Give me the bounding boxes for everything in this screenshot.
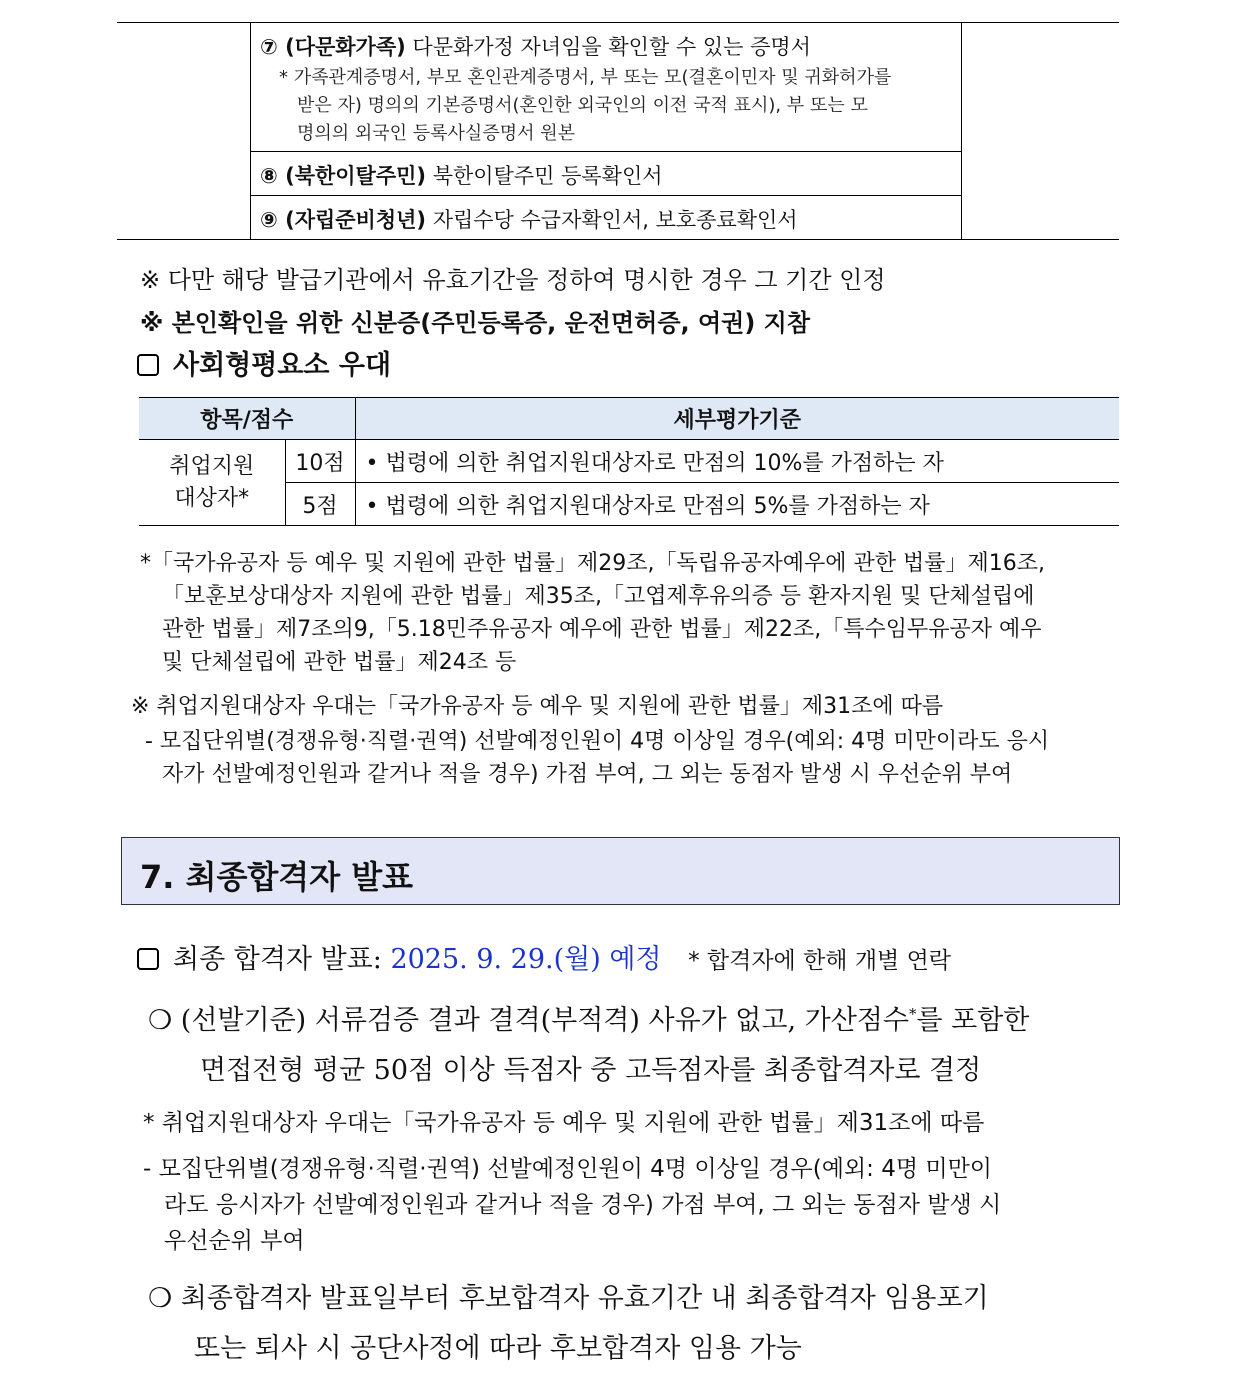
row-note: * 가족관계증명서, 부모 혼인관계증명서, 부 또는 모(결혼이민자 및 귀화허가를: [279, 67, 892, 88]
row-label: ⑦ (다문화가족): [260, 35, 406, 59]
reserve-line-2: 또는 퇴사 시 공단사정에 따라 후보합격자 임용 가능: [194, 1333, 802, 1364]
footnote-line: 및 단체설립에 관한 법률」제24조 등: [162, 650, 517, 675]
dash-note: - 모집단위별(경쟁유형·직렬·권역) 선발예정인원이 4명 이상일 경우(예외: 4명 미만이: [143, 1156, 993, 1182]
reserve-line: ❍ 최종합격자 발표일부터 후보합격자 유효기간 내 최종합격자 임용포기: [148, 1283, 989, 1314]
row-label: ⑧ (북한이탈주민): [260, 164, 427, 188]
row-north-defector: [260, 160, 663, 190]
row-text: 북한이탈주민 등록확인서: [432, 164, 663, 188]
row-text: 다문화가정 자녀임을 확인할 수 있는 증명서: [412, 35, 811, 59]
dash-note: 우선순위 부여: [164, 1228, 305, 1254]
row-text: 자립수당 수급자확인서, 보호종료확인서: [432, 208, 798, 232]
row-multicultural: [260, 31, 811, 61]
heading-text: 사회형평요소 우대: [173, 350, 392, 381]
item-label: [139, 440, 285, 526]
table-row-divider: [250, 195, 961, 196]
item-label-line: 취업지원: [169, 453, 255, 479]
criteria-text: 를 포함한: [916, 1005, 1030, 1036]
announce-label: 최종 합격자 발표:: [173, 944, 382, 975]
score-cell: 10점: [285, 440, 355, 483]
selection-criteria-line: [148, 998, 1029, 1037]
table-row-divider: [250, 151, 961, 152]
announcement-line: [137, 937, 951, 976]
col-item-header: 항목/점수: [139, 398, 355, 440]
col-criteria-header: 세부평가기준: [355, 398, 1119, 440]
eligibility-doc-table: [117, 22, 1119, 240]
section-heading: [121, 837, 1120, 905]
row-note: 명의의 외국인 등록사실증명서 원본: [297, 123, 575, 144]
footnote-line: 「보훈보상대상자 지원에 관한 법률」제35조,「고엽제후유의증 등 환자지원 및 단체설립에: [162, 584, 1035, 609]
row-youth-independence: [260, 204, 798, 234]
star-note: * 취업지원대상자 우대는「국가유공자 등 예우 및 지원에 관한 법률」제31조에 따름: [143, 1110, 985, 1136]
social-equity-table: [139, 397, 1119, 526]
criteria-cell: • 법령에 의한 취업지원대상자로 만점의 5%를 가점하는 자: [355, 483, 1119, 526]
item-label-line: 대상자*: [174, 485, 250, 511]
social-equity-heading: [137, 343, 391, 382]
footnote-line: *「국가유공자 등 예우 및 지원에 관한 법률」제29조,「독립유공자예우에 관한 법률」제16조,: [140, 551, 1045, 576]
asterisk-mark: *: [908, 1005, 917, 1023]
criteria-cell: • 법령에 의한 취업지원대상자로 만점의 10%를 가점하는 자: [355, 440, 1119, 483]
table-row: [139, 483, 1119, 526]
dash-note: 자가 선발예정인원과 같거나 적을 경우) 가점 부여, 그 외는 동점자 발생 시 우선순위 부여: [162, 762, 1013, 787]
row-label: ⑨ (자립준비청년): [260, 208, 427, 232]
section-title: 7. 최종합격자 발표: [140, 858, 414, 896]
id-required-note: ※ 본인확인을 위한 신분증(주민등록증, 운전면허증, 여권) 지참: [140, 309, 811, 337]
score-cell: 5점: [285, 483, 355, 526]
checkbox-square-icon: [137, 354, 159, 376]
reference-note: ※ 취업지원대상자 우대는「국가유공자 등 예우 및 지원에 관한 법률」제31조에 따름: [131, 694, 944, 719]
checkbox-square-icon: [137, 948, 159, 970]
selection-criteria-line-2: 면접전형 평균 50점 이상 득점자 중 고득점자를 최종합격자로 결정: [200, 1055, 982, 1086]
announce-date: 2025. 9. 29.(월) 예정: [390, 944, 662, 975]
dash-note: - 모집단위별(경쟁유형·직렬·권역) 선발예정인원이 4명 이상일 경우(예외: 4명 미만이라도 응시: [145, 729, 1050, 754]
table-divider: [250, 23, 251, 239]
footnote-line: 관한 법률」제7조의9,「5.18민주유공자 예우에 관한 법률」제22조,「특수임무유공자 예우: [162, 617, 1042, 642]
announce-note: * 합격자에 한해 개별 연락: [688, 948, 952, 974]
table-row: [139, 440, 1119, 483]
table-divider: [961, 23, 962, 239]
criteria-text: ❍ (선발기준) 서류검증 결과 결격(부적격) 사유가 없고, 가산점수: [148, 1005, 909, 1036]
dash-note: 라도 응시자가 선발예정인원과 같거나 적을 경우) 가점 부여, 그 외는 동점자 발생 시: [164, 1192, 1002, 1218]
row-note: 받은 자) 명의의 기본증명서(혼인한 외국인의 이전 국적 표시), 부 또는 모: [297, 95, 868, 116]
validity-note: ※ 다만 해당 발급기관에서 유효기간을 정하여 명시한 경우 그 기간 인정: [140, 266, 886, 294]
